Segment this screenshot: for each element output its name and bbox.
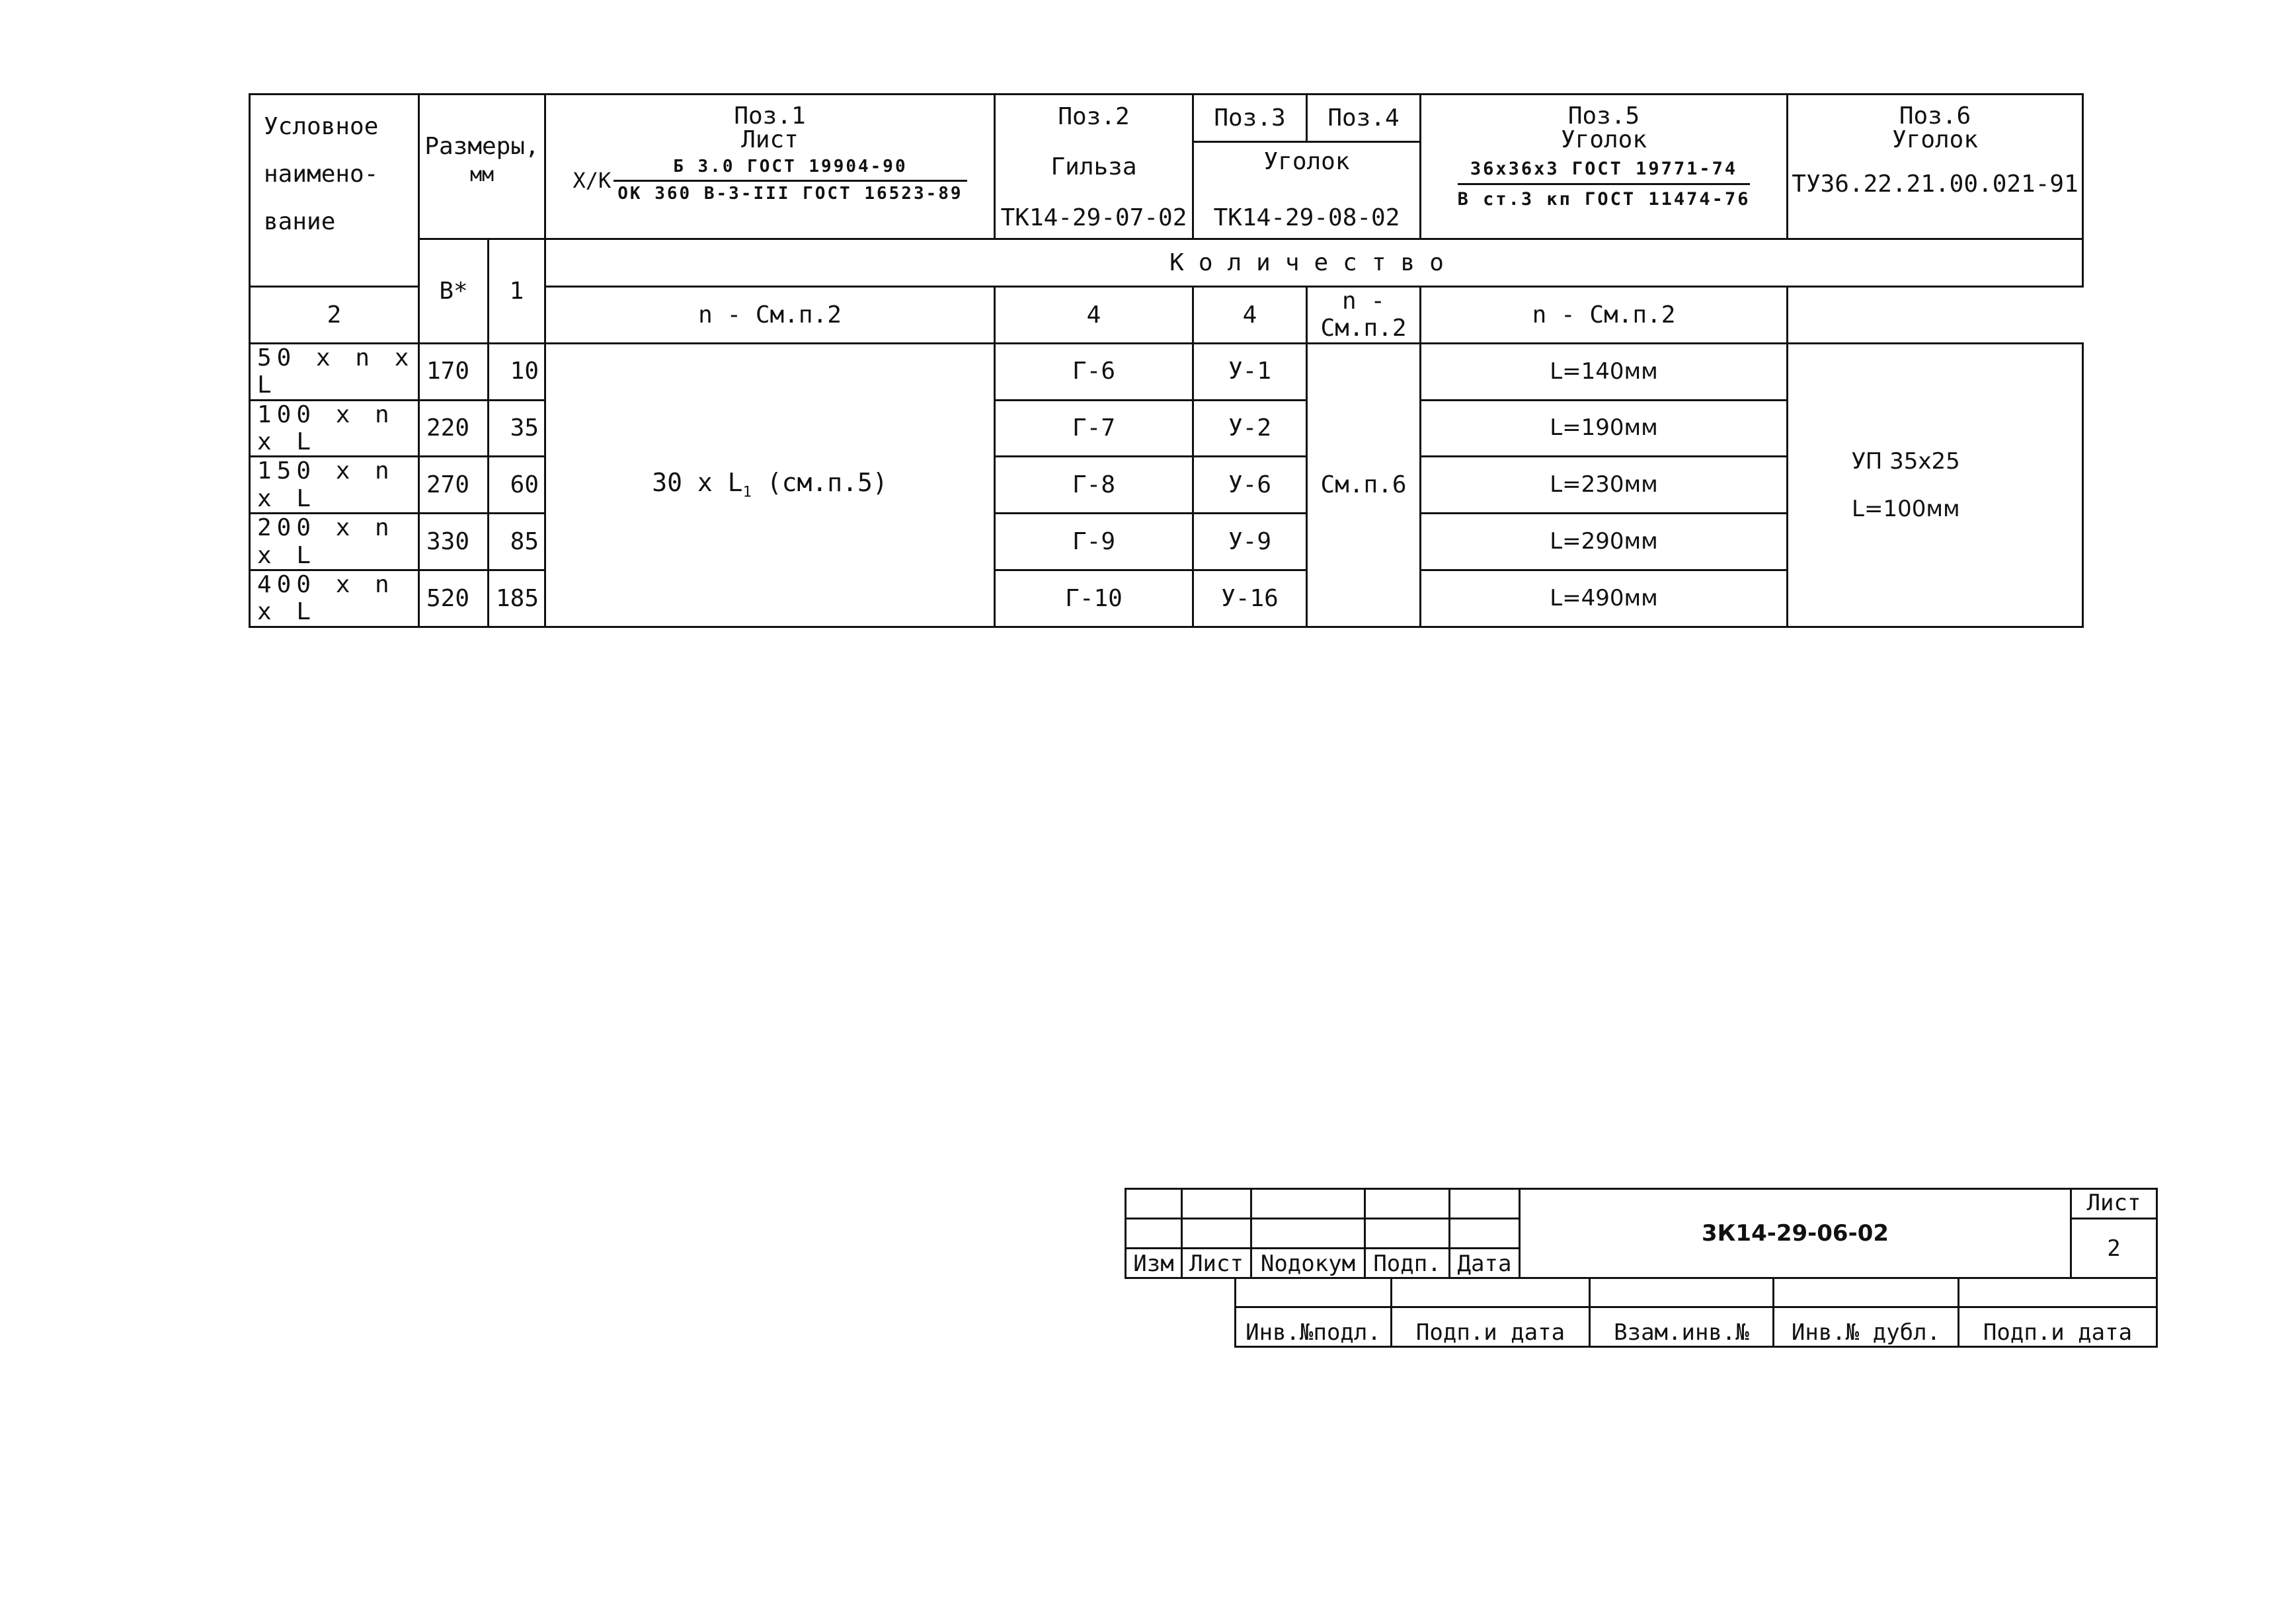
row-pos5: L=290мм — [1421, 514, 1788, 570]
row-pos5: L=230мм — [1421, 457, 1788, 514]
stamp-izm: Изм — [1126, 1249, 1182, 1278]
qty-pos3: 4 — [995, 287, 1193, 344]
document-code: 3К14-29-06-02 — [1520, 1189, 2071, 1278]
row-l: 35 — [489, 400, 545, 457]
row-pos3: У-1 — [1193, 343, 1307, 400]
stamp-cell — [1126, 1189, 1182, 1219]
stamp-cell — [1959, 1278, 2157, 1307]
row-l: 60 — [489, 457, 545, 514]
row-pos2: Г-9 — [995, 514, 1193, 570]
stamp-cell — [1126, 1219, 1182, 1249]
stamp-cell — [1182, 1189, 1251, 1219]
stamp-cell — [1182, 1219, 1251, 1249]
storage-block — [1234, 1277, 2156, 1346]
tr-3: 150 x n x L — [250, 457, 419, 514]
pos2-header: Поз.2 Гильза ТК14-29-07-02 — [995, 95, 1193, 239]
row-pos5: L=190мм — [1421, 400, 1788, 457]
row-b: 170 — [419, 343, 489, 400]
qty-pos4: 4 — [1193, 287, 1307, 344]
pos4-merged-value: См.п.6 — [1307, 343, 1421, 627]
stamp-inv-podl: Инв.№подл. — [1236, 1307, 1392, 1347]
pos4-header: Поз.4 — [1307, 95, 1421, 142]
row-pos3: У-6 — [1193, 457, 1307, 514]
tr-2: 100 x n x L — [250, 400, 419, 457]
row-b: 270 — [419, 457, 489, 514]
tr-4: 200 x n x L — [250, 514, 419, 570]
row-pos2: Г-6 — [995, 343, 1193, 400]
stamp-cell — [1392, 1278, 1590, 1307]
stamp-podp-data-1: Подп.и дата — [1392, 1307, 1590, 1347]
stamp-cell — [1365, 1219, 1450, 1249]
row-pos3: У-2 — [1193, 400, 1307, 457]
stamp-cell — [1450, 1219, 1520, 1249]
stamp-cell — [1251, 1219, 1365, 1249]
stamp-podp: Подп. — [1365, 1249, 1450, 1278]
row-l: 185 — [489, 570, 545, 627]
stamp-inv-dubl: Инв.№ дубл. — [1774, 1307, 1959, 1347]
stamp-list: Лист — [1182, 1249, 1251, 1278]
pos3-header: Поз.3 — [1193, 95, 1307, 142]
pos34-header: Уголок ТК14-29-08-02 — [1193, 142, 1421, 239]
stamp-date: Дата — [1450, 1249, 1520, 1278]
row-pos3: У-16 — [1193, 570, 1307, 627]
row-pos5: L=140мм — [1421, 343, 1788, 400]
pos6-merged-value: УП 35х25 L=100мм — [1788, 343, 2083, 627]
col-l-header: 1 — [489, 239, 545, 344]
tr-5: 400 x n x L — [250, 570, 419, 627]
quantity-header: Количество — [545, 239, 2083, 287]
row-pos3: У-9 — [1193, 514, 1307, 570]
qty-pos2: n - См.п.2 — [545, 287, 995, 344]
title-block — [1125, 1188, 2156, 1277]
sizes-header: Размеры, мм — [419, 95, 545, 239]
row-pos2: Г-10 — [995, 570, 1193, 627]
pos1-merged-value: 30 x $L_1$ (см.п.5) — [545, 343, 995, 627]
qty-pos6: n - См.п.2 — [1421, 287, 1788, 344]
sheet-label: Лист — [2071, 1189, 2157, 1219]
row-pos2: Г-7 — [995, 400, 1193, 457]
row-pos2: Г-8 — [995, 457, 1193, 514]
stamp-cell — [1365, 1189, 1450, 1219]
pos1-header: Поз.1 Лист Х/К $\frac{\text{Б 3.0 ГОСТ 19904-90}}{\text{ОК 360 В-3-III ГОСТ 16523-89}}$ — [545, 95, 995, 239]
stamp-cell — [1774, 1278, 1959, 1307]
table-row — [250, 343, 2083, 400]
row-pos5: L=490мм — [1421, 570, 1788, 627]
specification-table — [249, 93, 2084, 628]
tr-1: 50 x n x L — [250, 343, 419, 400]
name-header: Условное наимено- вание — [250, 95, 419, 287]
stamp-vzam-inv: Взам.инв.№ — [1590, 1307, 1774, 1347]
row-b: 520 — [419, 570, 489, 627]
stamp-ndoc: Nодокум — [1251, 1249, 1365, 1278]
qty-pos1: 2 — [250, 287, 419, 344]
row-b: 330 — [419, 514, 489, 570]
stamp-podp-data-2: Подп.и дата — [1959, 1307, 2157, 1347]
pos6-header: Поз.6 Уголок ТУ36.22.21.00.021-91 — [1788, 95, 2083, 239]
stamp-cell — [1590, 1278, 1774, 1307]
stamp-cell — [1236, 1278, 1392, 1307]
row-l: 85 — [489, 514, 545, 570]
row-l: 10 — [489, 343, 545, 400]
pos5-header: Поз.5 Уголок 36х36х3 ГОСТ 19771-74 В ст.3 кп ГОСТ 11474-76 — [1421, 95, 1788, 239]
col-b-header: B* — [419, 239, 489, 344]
sheet-number: 2 — [2071, 1219, 2157, 1278]
stamp-cell — [1450, 1189, 1520, 1219]
qty-pos5: n - См.п.2 — [1307, 287, 1421, 344]
row-b: 220 — [419, 400, 489, 457]
stamp-cell — [1251, 1189, 1365, 1219]
